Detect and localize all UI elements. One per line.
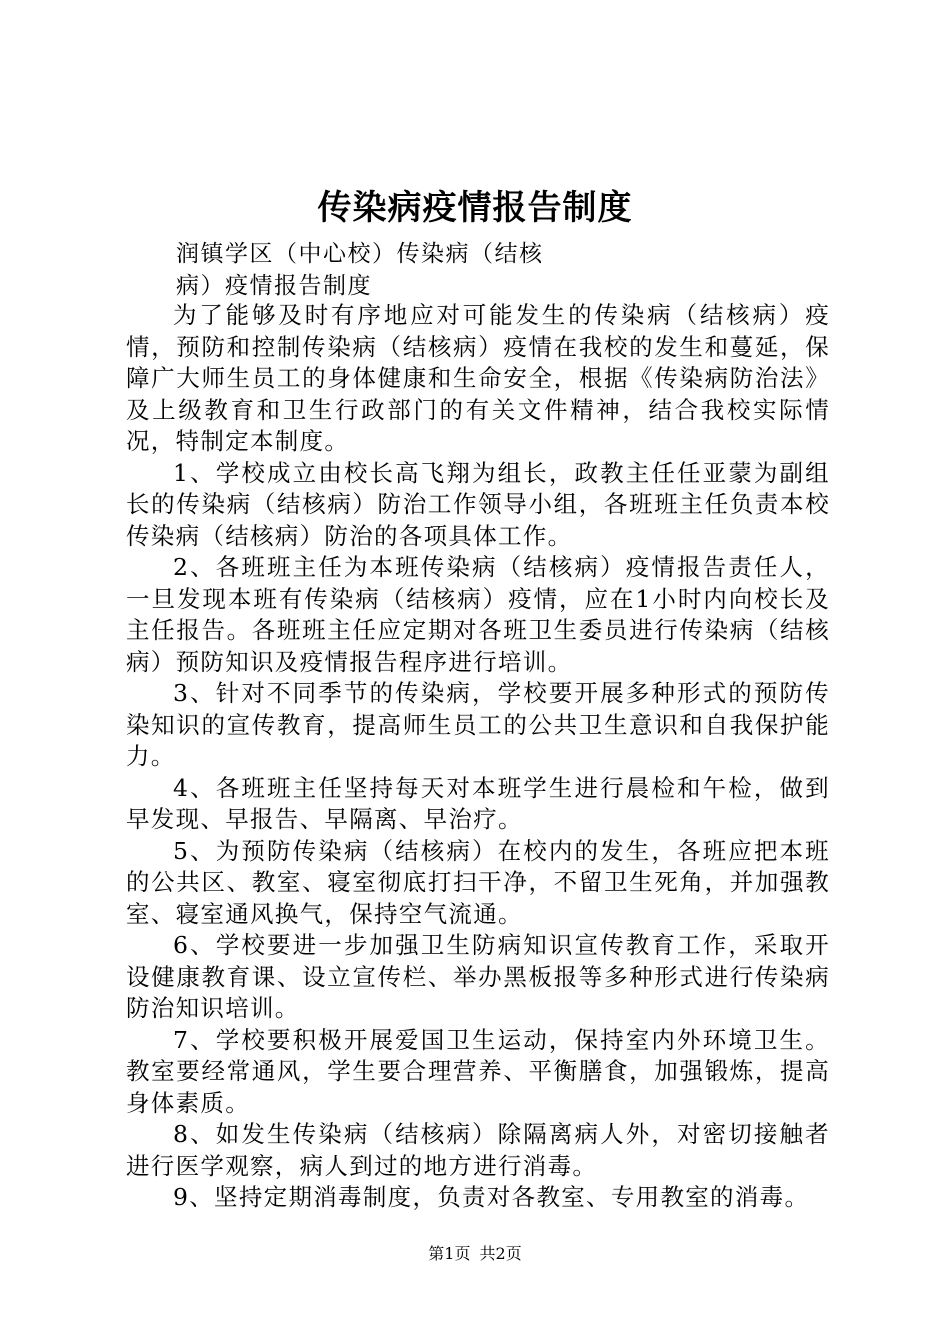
paragraph-item-1: 1、学校成立由校长高飞翔为组长，政教主任任亚蒙为副组长的传染病（结核病）防治工作领导小组，各班班主任负责本校传染病（结核病）防治的各项具体工作。 xyxy=(126,458,830,550)
document-subtitle-line-1: 润镇学区（中心校）传染病（结核 xyxy=(176,241,544,267)
paragraph-item-9: 9、坚持定期消毒制度，负责对各教室、专用教室的消毒。 xyxy=(173,1183,810,1211)
document-body xyxy=(126,300,830,1214)
paragraph-intro: 为了能够及时有序地应对可能发生的传染病（结核病）疫情，预防和控制传染病（结核病）疫情在我校的发生和蔓延，保障广大师生员工的身体健康和生命安全，根据《传染病防治法》及上级教育和卫生行政部门的有关文件精神，结合我校实际情况，特制定本制度。 xyxy=(126,301,830,455)
paragraph-item-8: 8、如发生传染病（结核病）除隔离病人外，对密切接触者进行医学观察，病人到过的地方进行消毒。 xyxy=(126,1120,830,1180)
paragraph-item-6: 6、学校要进一步加强卫生防病知识宣传教育工作，采取开设健康教育课、设立宣传栏、举办黑板报等多种形式进行传染病防治知识培训。 xyxy=(126,931,830,1022)
page-number: 第1页 xyxy=(428,1244,471,1263)
paragraph-item-3: 3、针对不同季节的传染病，学校要开展多种形式的预防传染知识的宣传教育，提高师生员工的公共卫生意识和自我保护能力。 xyxy=(126,679,830,770)
paragraph-item-7: 7、学校要积极开展爱国卫生运动，保持室内外环境卫生。教室要经常通风，学生要合理营养、平衡膳食，加强锻炼，提高身体素质。 xyxy=(126,1025,830,1117)
paragraph-item-5: 5、为预防传染病（结核病）在校内的发生，各班应把本班的公共区、教室、寝室彻底打扫干净，不留卫生死角，并加强教室、寝室通风换气，保持空气流通。 xyxy=(126,836,830,928)
document-title: 传染病疫情报告制度 xyxy=(317,188,633,228)
page-total: 共2页 xyxy=(479,1244,522,1263)
paragraph-item-4: 4、各班班主任坚持每天对本班学生进行晨检和午检，做到早发现、早报告、早隔离、早治疗。 xyxy=(126,773,830,833)
paragraph-item-2: 2、各班班主任为本班传染病（结核病）疫情报告责任人，一旦发现本班有传染病（结核病）疫情，应在1小时内向校长及主任报告。各班班主任应定期对各班卫生委员进行传染病（结核病）预防知识及疫情报告程序进行培训。 xyxy=(126,553,830,676)
document-subtitle-line-2: 病）疫情报告制度 xyxy=(176,273,372,299)
page-footer xyxy=(0,1242,950,1266)
